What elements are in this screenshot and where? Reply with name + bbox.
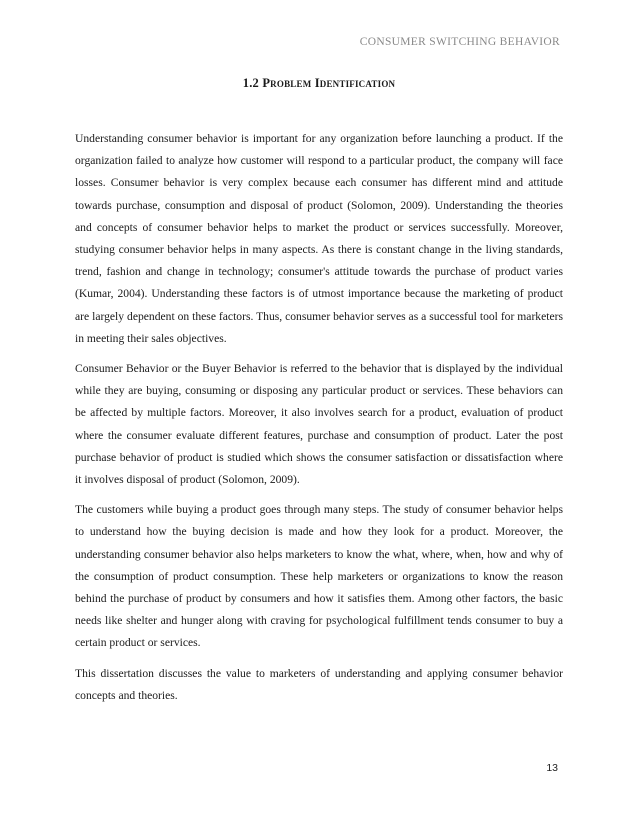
paragraph: Consumer Behavior or the Buyer Behavior is referred to the behavior that is displayed by the individual while they are buying, consuming or disposing any particular product or services. These behaviors can be affected by multiple factors. Moreover, it also involves search for a product, evaluation of product where the consumer evaluate different features, purchase and consumption of product. Later the post purchase behavior of product is studied which shows the consumer satisfaction or dissatisfaction where it involves disposal of product (Solomon, 2009).: [75, 362, 563, 487]
section-title: Problem Identification: [262, 76, 396, 90]
section-heading: [0, 76, 638, 91]
paragraph: Understanding consumer behavior is important for any organization before launching a product. If the organization failed to analyze how customer will respond to a particular product, the company will face losses. Consumer behavior is very complex because each consumer has different mind and attitude towards purchase, consumption and disposal of product (Solomon, 2009). Understanding the theories and concepts of consumer behavior helps to market the product or services successfully. Moreover, studying consumer behavior helps in many aspects. As there is constant change in the living standards, trend, fashion and change in technology; consumer's attitude towards the purchase of product varies (Kumar, 2004). Understanding these factors is of utmost importance because the marketing of product are largely dependent on these factors. Thus, consumer behavior serves as a successful tool for marketers in meeting their sales objectives.: [75, 132, 563, 345]
section-number: 1.2: [242, 76, 260, 90]
body-text: [75, 128, 563, 715]
running-header: CONSUMER SWITCHING BEHAVIOR: [359, 36, 560, 48]
paragraph: The customers while buying a product goes through many steps. The study of consumer behavior helps to understand how the buying decision is made and how they look for a product. Moreover, the understanding consumer behavior also helps marketers to know the what, where, when, how and why of the consumption of product consumption. These help marketers or organizations to know the reason behind the purchase of product by consumers and how it satisfies them. Among other factors, the basic needs like shelter and hunger along with craving for psychological fulfillment tends consumer to buy a certain product or services.: [75, 503, 563, 650]
paragraph: This dissertation discusses the value to marketers of understanding and applying consumer behavior concepts and theories.: [75, 666, 563, 702]
page-number: 13: [546, 762, 558, 774]
